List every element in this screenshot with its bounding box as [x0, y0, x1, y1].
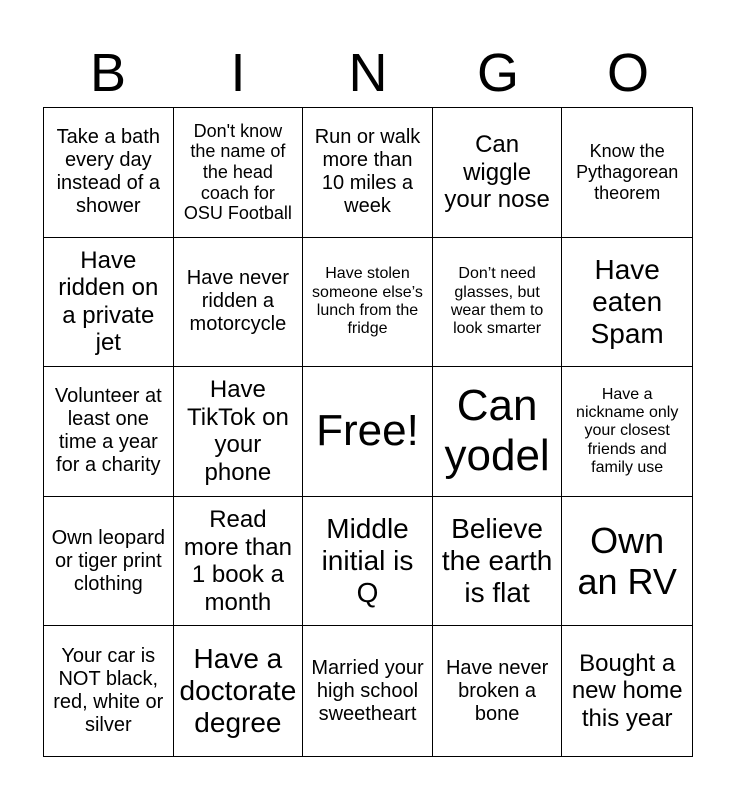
bingo-cell[interactable] [44, 238, 174, 368]
cell-text: Read more than 1 book a month [183, 505, 292, 616]
header-letter-i: I [230, 43, 246, 103]
bingo-cell[interactable] [44, 108, 174, 238]
cell-text: Can wiggle your nose [444, 130, 550, 214]
cell-text: Married your high school sweetheart [311, 656, 424, 725]
bingo-board [43, 107, 693, 757]
header-letter-g: G [476, 43, 519, 103]
header-letter-n: N [348, 43, 388, 103]
header-letter-o: O [606, 43, 649, 103]
cell-text: Can yodel [444, 380, 550, 481]
bingo-cell[interactable] [303, 497, 433, 627]
bingo-cell[interactable] [562, 497, 692, 627]
cell-text: Have a nickname only your closest friends and family use [576, 385, 679, 477]
bingo-cell[interactable] [303, 626, 433, 756]
bingo-cell[interactable] [303, 238, 433, 368]
bingo-cell[interactable] [174, 626, 304, 756]
header-letter-b: B [89, 43, 127, 103]
cell-text: Middle initial is Q [321, 512, 414, 609]
bingo-cell[interactable] [562, 108, 692, 238]
bingo-cell[interactable] [44, 626, 174, 756]
cell-text: Don't know the name of the head coach for OSU Football [183, 120, 292, 224]
bingo-cell[interactable] [433, 238, 563, 368]
cell-text: Know the Pythagorean theorem [576, 141, 679, 203]
bingo-cell[interactable] [174, 367, 304, 497]
bingo-cell[interactable] [174, 238, 304, 368]
cell-text: Bought a new home this year [571, 649, 683, 732]
cell-text: Have TikTok on your phone [186, 376, 289, 487]
cell-text: Take a bath every day instead of a shower [56, 126, 160, 218]
bingo-cell[interactable] [433, 108, 563, 238]
cell-text: Own an RV [577, 519, 677, 603]
cell-text: Volunteer at least one time a year for a charity [54, 385, 162, 477]
free-space-cell[interactable] [303, 367, 433, 497]
bingo-cell[interactable] [44, 497, 174, 627]
bingo-header [43, 40, 693, 106]
bingo-cell[interactable] [562, 367, 692, 497]
bingo-cell[interactable] [433, 497, 563, 627]
cell-text: Own leopard or tiger print clothing [51, 526, 165, 595]
bingo-cell[interactable] [562, 238, 692, 368]
cell-text: Have a doctorate degree [179, 642, 297, 739]
cell-text: Have eaten Spam [590, 253, 664, 349]
cell-text: Believe the earth is flat [441, 512, 553, 609]
cell-text: Don’t need glasses, but wear them to look smarter [450, 265, 544, 338]
free-space-text: Free! [316, 406, 419, 456]
bingo-cell[interactable] [44, 367, 174, 497]
bingo-cell[interactable] [303, 108, 433, 238]
bingo-cell[interactable] [174, 497, 304, 627]
bingo-cell[interactable] [433, 367, 563, 497]
cell-text: Have ridden on a private jet [58, 246, 159, 357]
bingo-cell[interactable] [174, 108, 304, 238]
cell-text: Run or walk more than 10 miles a week [314, 126, 421, 218]
bingo-cell[interactable] [562, 626, 692, 756]
cell-text: Have never broken a bone [445, 656, 549, 725]
cell-text: Have never ridden a motorcycle [186, 267, 290, 336]
bingo-cell[interactable] [433, 626, 563, 756]
cell-text: Your car is NOT black, red, white or silver [53, 645, 164, 737]
cell-text: Have stolen someone else’s lunch from the fridge [312, 265, 423, 338]
